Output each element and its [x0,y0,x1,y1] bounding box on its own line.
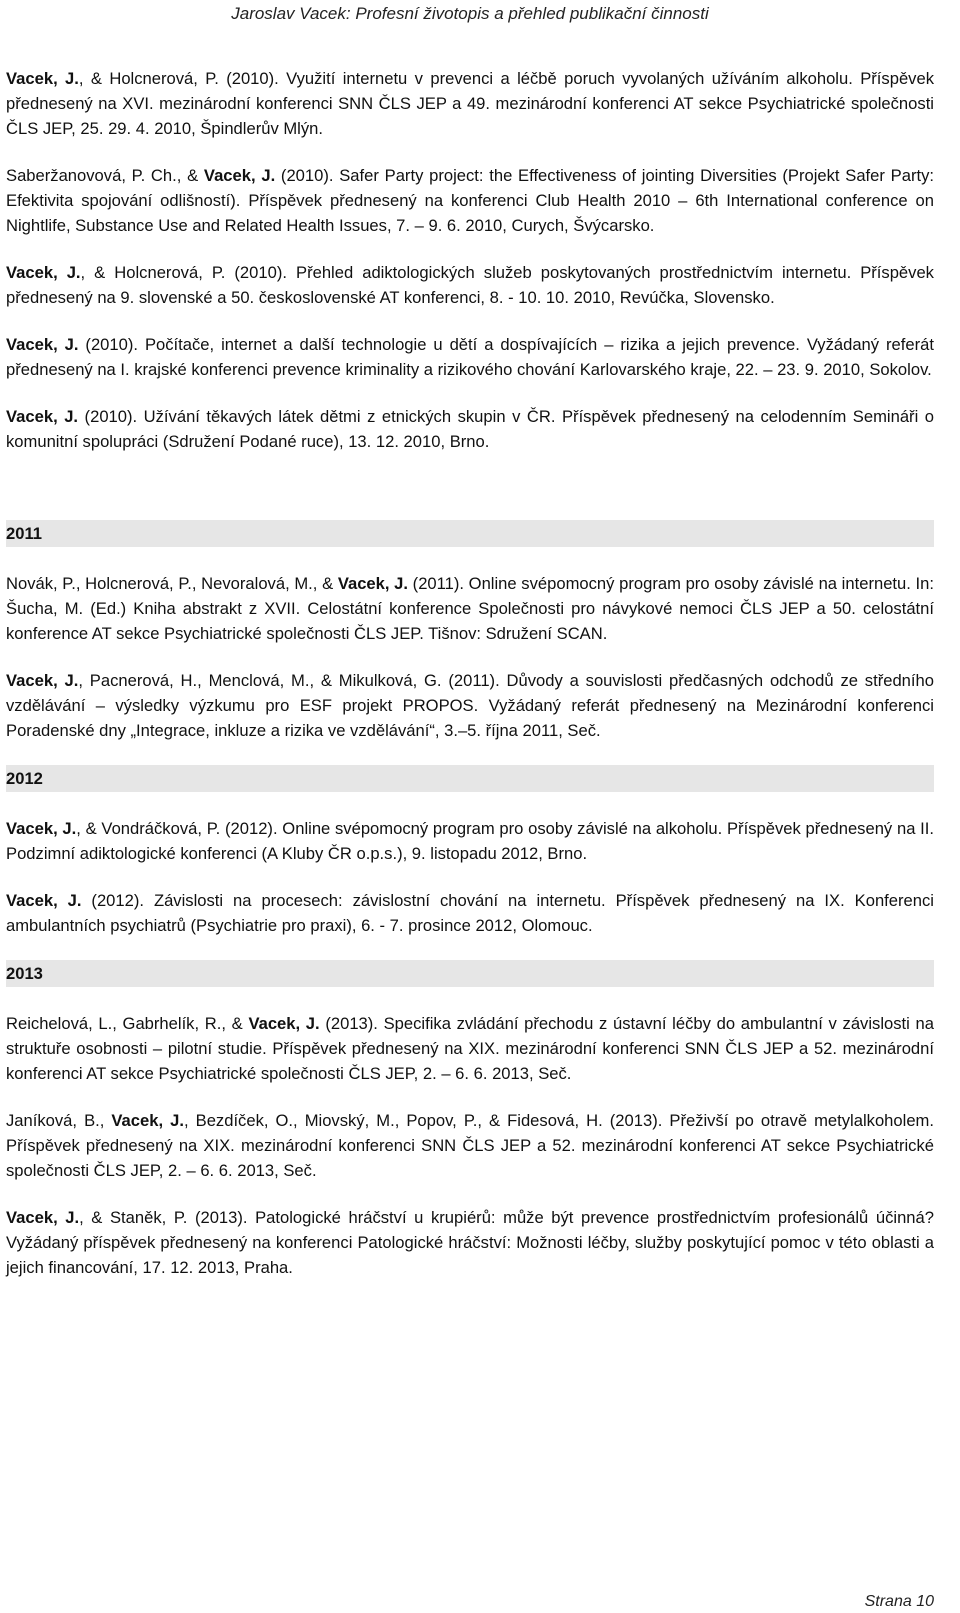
author-highlight: Vacek, J. [6,407,79,426]
publication-list [6,66,934,1302]
author-highlight: Vacek, J. [6,335,79,354]
author-highlight: Vacek, J. [6,69,79,88]
author-highlight: Vacek, J. [6,263,81,282]
citation-entry: Vacek, J., & Vondráčková, P. (2012). Online svépomocný program pro osoby závislé na alkoholu. Příspěvek přednesený na II. Podzimní adiktologické konferenci (A Kluby ČR o.p.s.), 9. listopadu 2012, Brno. [6,819,934,863]
citation-entry: Novák, P., Holcnerová, P., Nevoralová, M., & Vacek, J. (2011). Online svépomocný program pro osoby závislé na internetu. In: Šucha, M. (Ed.) Kniha abstrakt z XVII. Celostátní konference Společnosti pro návykové nemoci ČLS JEP a 50. celostátní konference AT sekce Psychiatrické společnosti ČLS JEP. Tišnov: Sdružení SCAN. [6,574,934,643]
citation-entry: Vacek, J. (2012). Závislosti na procesech: závislostní chování na internetu. Příspěvek přednesený na IX. Konferenci ambulantních psychiatrů (Psychiatrie pro praxi), 6. - 7. prosince 2012, Olomouc. [6,891,934,935]
year-2012-section [6,765,934,938]
year-heading: 2013 [6,960,934,987]
citation-entry: Vacek, J., & Holcnerová, P. (2010). Využití internetu v prevenci a léčbě poruch vyvolaných užíváním alkoholu. Příspěvek přednesený na XVI. mezinárodní konferenci SNN ČLS JEP a 49. mezinárodní konferenci AT sekce Psychiatrické společnosti ČLS JEP, 25. 29. 4. 2010, Špindlerův Mlýn. [6,69,934,138]
citation-entry: Vacek, J., & Staněk, P. (2013). Patologické hráčství u krupiérů: může být prevence prostřednictvím profesionálů účinná? Vyžádaný příspěvek přednesený na konferenci Patologické hráčství: Možnosti léčby, služby poskytující pomoc v této oblasti a jejich financování, 17. 12. 2013, Praha. [6,1208,934,1277]
year-2010-entries [6,66,934,454]
author-highlight: Vacek, J. [6,819,77,838]
author-highlight: Vacek, J. [203,166,276,185]
citation-entry: Vacek, J. (2010). Počítače, internet a další technologie u dětí a dospívajících – rizika a jejich prevence. Vyžádaný referát přednesený na I. krajské konferenci prevence kriminality a rizikového chování Karlovarského kraje, 22. – 23. 9. 2010, Sokolov. [6,335,934,379]
author-highlight: Vacek, J. [111,1111,184,1130]
year-2013-section [6,960,934,1280]
citation-entry: Vacek, J., & Holcnerová, P. (2010). Přehled adiktologických služeb poskytovaných prostřednictvím internetu. Příspěvek přednesený na 9. slovenské a 50. československé AT konferenci, 8. - 10. 10. 2010, Revúčka, Slovensko. [6,263,934,307]
citation-entry: Janíková, B., Vacek, J., Bezdíček, O., Miovský, M., Popov, P., & Fidesová, H. (2013). Přeživší po otravě metylalkoholem. Příspěvek přednesený na XIX. mezinárodní konferenci SNN ČLS JEP a 52. mezinárodní konferenci AT sekce Psychiatrické společnosti ČLS JEP, 2. – 6. 6. 2013, Seč. [6,1111,934,1180]
page-number: Strana 10 [864,1593,934,1610]
running-header: Jaroslav Vacek: Profesní životopis a přehled publikační činnosti [231,4,709,23]
citation-entry: Vacek, J. (2010). Užívání těkavých látek dětmi z etnických skupin v ČR. Příspěvek přednesený na celodenním Semináři o komunitní spolupráci (Sdružení Podané ruce), 13. 12. 2010, Brno. [6,407,934,451]
citation-entry: Vacek, J., Pacnerová, H., Menclová, M., & Mikulková, G. (2011). Důvody a souvislosti předčasných odchodů ze středního vzdělávání – výsledky výzkumu pro ESF projekt PROPOS. Vyžádaný referát přednesený na Mezinárodní konferenci Poradenské dny „Integrace, inkluze a rizika ve vzdělávání“, 3.–5. října 2011, Seč. [6,671,934,740]
year-heading: 2012 [6,765,934,792]
author-highlight: Vacek, J. [248,1014,320,1033]
year-2011-section [6,520,934,743]
author-highlight: Vacek, J. [6,891,82,910]
author-highlight: Vacek, J. [6,1208,80,1227]
author-highlight: Vacek, J. [6,671,79,690]
author-highlight: Vacek, J. [337,574,408,593]
citation-entry: Saberžanovová, P. Ch., & Vacek, J. (2010). Safer Party project: the Effectiveness of jointing Diversities (Projekt Safer Party: Efektivita spojování odlišností). Příspěvek přednesený na konferenci Club Health 2010 – 6th International conference on Nightlife, Substance Use and Related Health Issues, 7. – 9. 6. 2010, Curych, Švýcarsko. [6,166,934,235]
citation-entry: Reichelová, L., Gabrhelík, R., & Vacek, J. (2013). Specifika zvládání přechodu z ústavní léčby do ambulantní v závislosti na struktuře osobnosti – pilotní studie. Příspěvek přednesený na XIX. mezinárodní konferenci SNN ČLS JEP a 52. mezinárodní konferenci AT sekce Psychiatrické společnosti ČLS JEP, 2. – 6. 6. 2013, Seč. [6,1014,934,1083]
year-heading: 2011 [6,520,934,547]
